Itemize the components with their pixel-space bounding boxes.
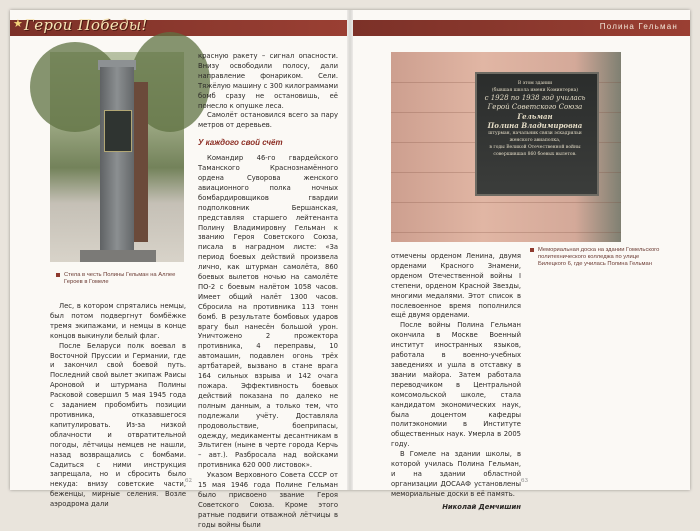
paragraph: отмечены орденом Ленина, двумя орденами Красного Знамени, орденом Отечественной войны I степени, орденом Красной Звезды, многими медалями. Этот список в послевоенное время пополнился ещё двумя орденами.	[391, 252, 521, 320]
paragraph: красную ракету – сигнал опасности. Внизу освободили полосу, дали направление фонариком. Сели. Тяжёлую машину с 300 килограммами бомб сразу не остановишь, её понесло к опушке леса.	[198, 52, 338, 110]
author-signature: Николай Демчишин	[442, 502, 521, 511]
stele-photo-caption: Стела в честь Полины Гельман на Аллее Героев в Гомеле	[56, 272, 192, 286]
page-number-right: 63	[521, 478, 528, 484]
paragraph: Самолёт остановился всего за пару метров от деревьев.	[198, 111, 338, 130]
paragraph: После войны Полина Гельман окончила в Москве Военный институт иностранных языков, работала в военно-учебных заведениях и ушла в отставку в звании майора. Затем работала переводчиком в Центральной комсомольской школе, стала кандидатом экономических наук, была доцентом кафедры политэкономии в Институте общественных наук. Умерла в 2005 году.	[391, 321, 521, 449]
book-spread	[10, 10, 690, 529]
star-icon: ★	[13, 17, 23, 30]
paragraph: Указом Верховного Совета СССР от 15 мая 1946 года Полине Гельман было присвоено звание Героя Советского Союза. Кроме этого ратные подвиги отважной лётчицы в годы войны были	[198, 471, 338, 529]
paragraph: Лес, в котором спрятались немцы, был потом подвергнут бомбёжке тремя экипажами, и немцы в конце концов выкинули белый флаг.	[50, 302, 186, 340]
book-gutter	[347, 10, 353, 490]
paragraph: После Беларуси полк воевал в Восточной Пруссии и Германии, где и закончил свой боевой путь. Последний свой вылет экипаж Раисы Ароновой и штурмана Полины Расковой совершил 5 мая 1945 года с заданием пробомбить позиции противника, отказавшегося капитулировать. Из-за низкой облачности и отвратительной погоды, лётчицы немцев не нашли, назад возвращались с бомбами. Садиться с ними инструкция запрещала, но и сбросить было некуда: внизу советские части, беженцы, мирные селения. Возле аэродрома дали	[50, 341, 186, 509]
stele-photo	[50, 52, 184, 262]
plaque-inscription: В этом здании (бывшая школа имени Коминтерна) с 1928 по 1938 год училась Герой Советского Союза Гельман Полина Владимировна штурман, начальник связи эскадрильи женского авиаполка, в годы Великой Отечественной войны совершившая 860 боевых вылетов.	[484, 81, 586, 157]
series-logo: Герои Победы!	[24, 16, 148, 34]
paragraph: Командир 46-го гвардейского Таманского Краснознамённого ордена Суворова женского авиационного полка ночных бомбардировщиков гвардии подполковник Бершанская, представляя старшего лейтенанта Полину Владимировну Гельман к званию Героя Советского Союза, писала в наградном листе: «За период боевых действий произвела лично, как штурман самолёта, 860 боевых вылетов ночью на самолёте ПО-2 с боевым налётом 1058 часов. Имеет общий налёт 1300 часов. Сбросила на противника 113 тонн бомб. В результате бомбовых ударов врагу был нанесён большой урон. Уничтожено 2 прожектора противника, 4 переправы, 10 автомашин, подавлен огонь трёх артбатарей, вызвано в стане врага 164 сильных взрыва и 142 очага пожара. Эффективность боевых действий показана по далеко не полным данным, а только тем, что подлежали учёту. Доставляла продовольствие, боеприпасы, одежду, медикаменты десантникам в Эльтиген (ныне в черте города Керчь – авт.). Разбросала над войсками противника 620 000 листовок».	[198, 154, 338, 470]
section-heading: У каждого свой счёт	[198, 138, 283, 148]
running-title: Полина Гельман	[599, 22, 678, 31]
paragraph: В Гомеле на здании школы, в которой училась Полина Гельман, и на здании областной организации ДОСААФ установлены мемориальные доски в её память.	[391, 450, 521, 498]
text-column-1	[50, 302, 186, 510]
page-number-left: 62	[185, 478, 192, 484]
text-column-2	[198, 52, 338, 531]
plaque-photo-caption: Мемориальная доска на здании Гомельского политехнического колледжа по улице Билецкого 6, где училась Полина Гельман	[530, 247, 668, 268]
memorial-plaque-photo	[391, 52, 621, 242]
text-column-3	[391, 252, 521, 513]
